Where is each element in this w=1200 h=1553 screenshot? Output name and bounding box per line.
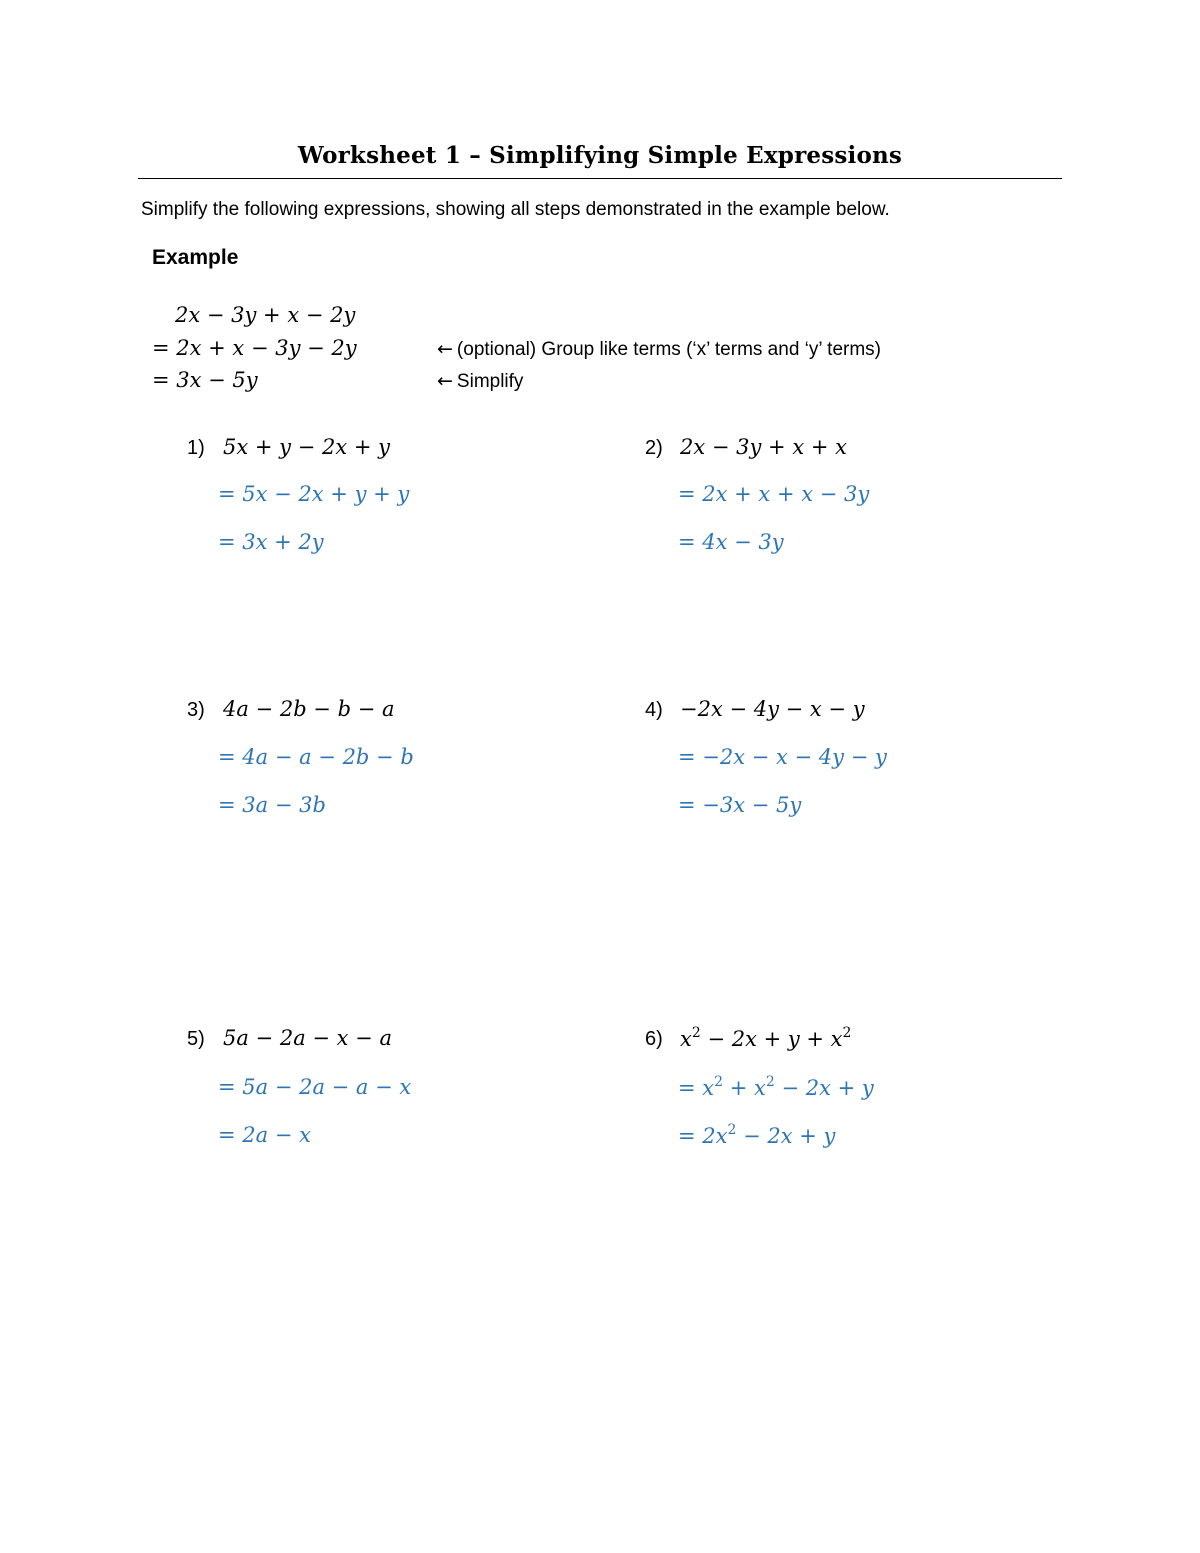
problem-6-expression <box>680 1026 851 1051</box>
example-line-3: = 3x − 5y <box>152 368 258 392</box>
instructions: Simplify the following expressions, showing all steps demonstrated in the example below. <box>141 199 890 220</box>
problem-4-step-1: = −2x − x − 4y − y <box>678 745 887 769</box>
problem-3-step-2: = 3a − 3b <box>218 793 326 817</box>
exponent: 2 <box>691 1025 701 1041</box>
exponent: 2 <box>765 1074 775 1090</box>
problem-6-step-1 <box>678 1075 874 1100</box>
example-line-1: 2x − 3y + x − 2y <box>175 303 356 327</box>
exponent: 2 <box>842 1025 852 1041</box>
example-note-group-text: (optional) Group like terms (‘x’ terms and ‘y’ terms) <box>456 339 882 360</box>
expr-term: − 2x + y <box>774 1076 874 1100</box>
problem-6-number: 6) <box>645 1028 663 1050</box>
example-note-simplify <box>437 370 523 393</box>
problem-1-step-1: = 5x − 2x + y + y <box>218 482 410 506</box>
problem-2-number: 2) <box>645 437 663 459</box>
problem-2-step-1: = 2x + x + x − 3y <box>678 482 870 506</box>
problem-1-expression: 5x + y − 2x + y <box>223 435 390 459</box>
problem-5-step-1: = 5a − 2a − a − x <box>218 1075 412 1099</box>
problem-3-step-1: = 4a − a − 2b − b <box>218 745 414 769</box>
expr-term: x <box>680 1027 692 1051</box>
example-note-simplify-text: Simplify <box>456 371 524 392</box>
problem-5-number: 5) <box>187 1028 205 1050</box>
problem-3-expression: 4a − 2b − b − a <box>223 697 395 721</box>
exponent: 2 <box>714 1074 724 1090</box>
problem-2-expression: 2x − 3y + x + x <box>680 435 847 459</box>
expr-term: − 2x + y <box>736 1124 836 1148</box>
expr-term: + x <box>723 1076 766 1100</box>
left-arrow-icon: ← <box>437 338 453 360</box>
expr-term: − 2x + y + x <box>700 1027 843 1051</box>
problem-1-step-2: = 3x + 2y <box>218 530 324 554</box>
problem-5-step-2: = 2a − x <box>218 1123 311 1147</box>
problem-6-step-2 <box>678 1123 835 1148</box>
left-arrow-icon: ← <box>437 370 453 392</box>
problem-5-expression: 5a − 2a − x − a <box>223 1026 392 1050</box>
worksheet-title: Worksheet 1 – Simplifying Simple Expressions <box>297 142 903 169</box>
expr-term: = 2x <box>678 1124 728 1148</box>
problem-4-number: 4) <box>645 699 663 721</box>
problem-4-step-2: = −3x − 5y <box>678 793 802 817</box>
example-heading: Example <box>152 246 239 269</box>
example-note-group <box>437 338 881 361</box>
problem-3-number: 3) <box>187 699 205 721</box>
problem-4-expression: −2x − 4y − x − y <box>680 697 865 721</box>
example-line-2: = 2x + x − 3y − 2y <box>152 336 357 360</box>
problem-2-step-2: = 4x − 3y <box>678 530 784 554</box>
problem-1-number: 1) <box>187 437 205 459</box>
expr-term: = x <box>678 1076 715 1100</box>
title-divider <box>138 178 1062 179</box>
exponent: 2 <box>727 1122 737 1138</box>
